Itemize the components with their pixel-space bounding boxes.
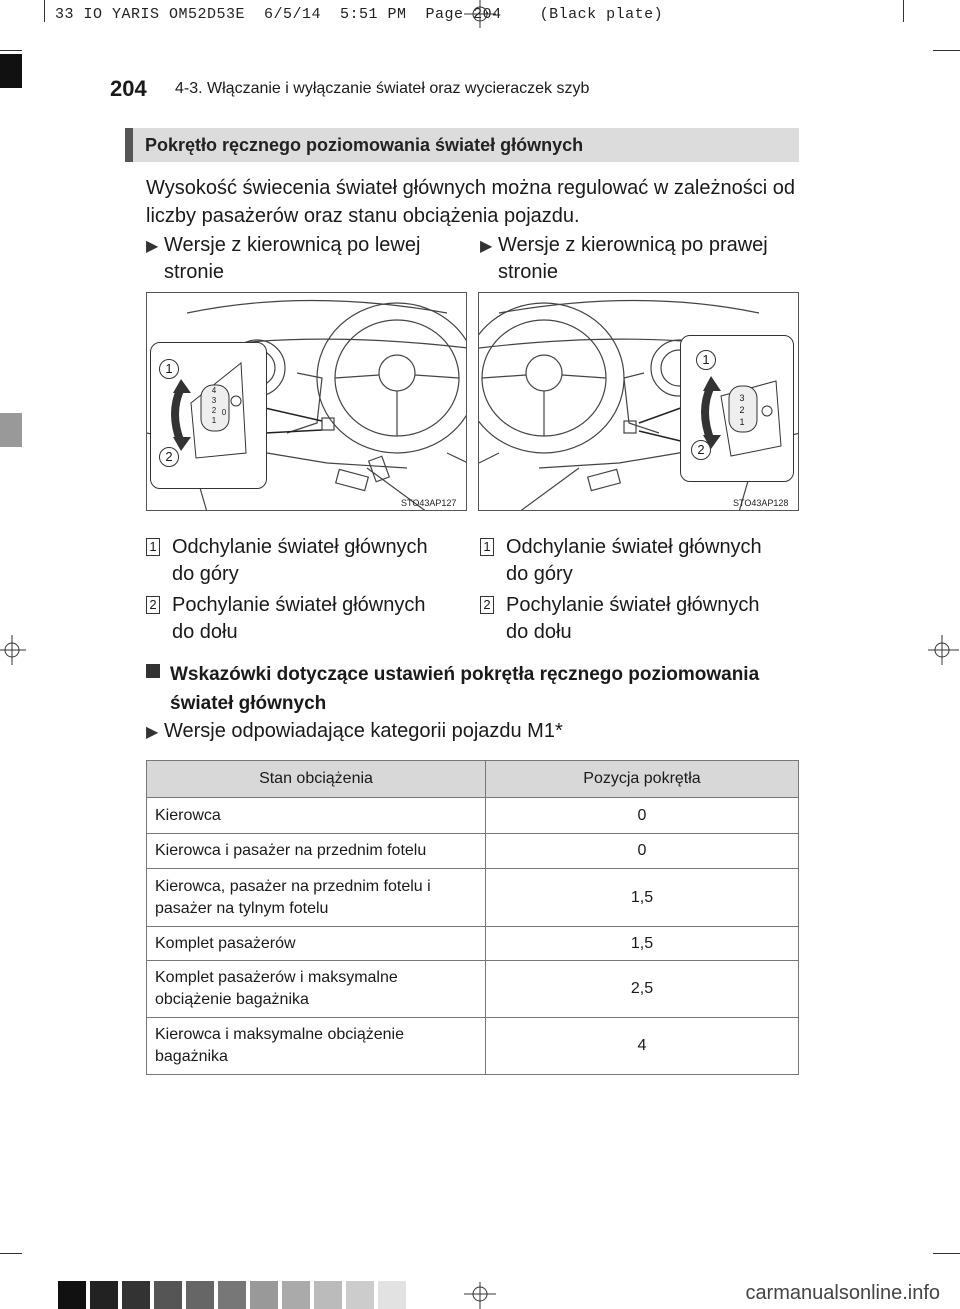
- table-row: [147, 798, 799, 834]
- dial-mark-1: 1: [211, 416, 217, 425]
- subsection-heading: Wskazówki dotyczące ustawień pokrętła ręcznego poziomowania świateł głównych: [146, 660, 806, 718]
- table-header-row: [147, 761, 799, 798]
- triangle-bullet-icon: ▶: [480, 238, 493, 255]
- dial-mark-0: 0: [221, 408, 227, 417]
- right-legend-item-2: 2 Pochylanie świateł głównych do dołu: [480, 592, 786, 646]
- section-title: Pokrętło ręcznego poziomowania świateł głównych: [145, 134, 584, 155]
- crop-mark: [0, 1253, 22, 1254]
- crop-mark: [0, 50, 22, 51]
- section-title-bar: [125, 128, 799, 162]
- load-cell: Kierowca: [147, 798, 486, 834]
- dial-mark-2: 2: [739, 405, 745, 415]
- dial-mark-3: 3: [739, 393, 745, 403]
- crop-mark: [903, 0, 904, 22]
- color-calibration-strip: [58, 1281, 410, 1309]
- legend-number: 1: [480, 538, 494, 556]
- dial-mark-2: 2: [211, 406, 217, 415]
- registration-mark-icon: [462, 1280, 498, 1309]
- left-legend-item-1: 1 Odchylanie świateł głównych do góry: [146, 534, 452, 588]
- versions-note: ▶ Wersje odpowiadające kategorii pojazdu M1*: [146, 718, 786, 746]
- position-cell: 1,5: [486, 869, 799, 927]
- legend-number: 1: [146, 538, 160, 556]
- legend-number: 2: [146, 596, 160, 614]
- position-cell: 0: [486, 834, 799, 869]
- right-version-heading: ▶ Wersje z kierownicą po prawej stronie: [480, 234, 768, 283]
- chapter-tab-black: [0, 54, 22, 88]
- left-dial-inset: [150, 342, 267, 489]
- registration-mark-icon: [462, 0, 498, 30]
- left-version-heading: ▶ Wersje z kierownicą po lewej stronie: [146, 234, 421, 283]
- legend-number: 2: [480, 596, 494, 614]
- table-row: [147, 869, 799, 927]
- chapter-tab-gray: [0, 413, 22, 447]
- figure-code: STO43AP128: [733, 498, 789, 508]
- table-row: [147, 961, 799, 1018]
- print-slug: 33 IO YARIS OM52D53E 6/5/14 5:51 PM Page 204 (Black plate): [55, 6, 664, 23]
- crop-mark: [933, 1253, 960, 1254]
- position-cell: 4: [486, 1018, 799, 1075]
- right-dial-inset: [680, 335, 794, 482]
- column-header-load: Stan obciążenia: [147, 761, 486, 798]
- dial-mark-4: 4: [211, 386, 217, 395]
- table-row: [147, 1018, 799, 1075]
- callout-2: 2: [159, 447, 179, 467]
- registration-mark-icon: [0, 630, 30, 670]
- callout-1: 1: [696, 350, 716, 370]
- load-cell: Komplet pasażerów i maksymalne obciążenie bagażnika: [147, 961, 486, 1018]
- callout-1: 1: [159, 359, 179, 379]
- dial-mark-3: 3: [211, 396, 217, 405]
- intro-paragraph: Wysokość świecenia świateł głównych można regulować w zależności od liczby pasażerów oraz stanu obciążenia pojazdu.: [146, 177, 795, 227]
- figure-code: STO43AP127: [401, 498, 457, 508]
- triangle-bullet-icon: ▶: [146, 238, 159, 255]
- table-row: [147, 834, 799, 869]
- square-bullet-icon: [146, 664, 160, 678]
- load-cell: Komplet pasażerów: [147, 927, 486, 961]
- right-legend-item-1: 1 Odchylanie świateł głównych do góry: [480, 534, 786, 588]
- dial-mark-1: 1: [739, 417, 745, 427]
- load-table: [146, 760, 799, 1075]
- callout-2: 2: [691, 440, 711, 460]
- position-cell: 1,5: [486, 927, 799, 961]
- registration-mark-icon: [925, 630, 960, 670]
- crop-mark: [44, 0, 45, 22]
- triangle-bullet-icon: ▶: [146, 724, 159, 741]
- column-header-position: Pozycja pokrętła: [486, 761, 799, 798]
- load-cell: Kierowca, pasażer na przednim fotelu i pasażer na tylnym fotelu: [147, 869, 486, 927]
- load-cell: Kierowca i maksymalne obciążenie bagażnika: [147, 1018, 486, 1075]
- dial-illustration: [151, 343, 266, 488]
- table-row: [147, 927, 799, 961]
- left-legend-item-2: 2 Pochylanie świateł głównych do dołu: [146, 592, 452, 646]
- running-title: 4-3. Włączanie i wyłączanie świateł oraz wycieraczek szyb: [175, 80, 590, 97]
- watermark: carmanualsonline.info: [745, 1282, 940, 1304]
- load-cell: Kierowca i pasażer na przednim fotelu: [147, 834, 486, 869]
- crop-mark: [933, 50, 960, 51]
- position-cell: 2,5: [486, 961, 799, 1018]
- position-cell: 0: [486, 798, 799, 834]
- page-number: 204: [110, 76, 147, 101]
